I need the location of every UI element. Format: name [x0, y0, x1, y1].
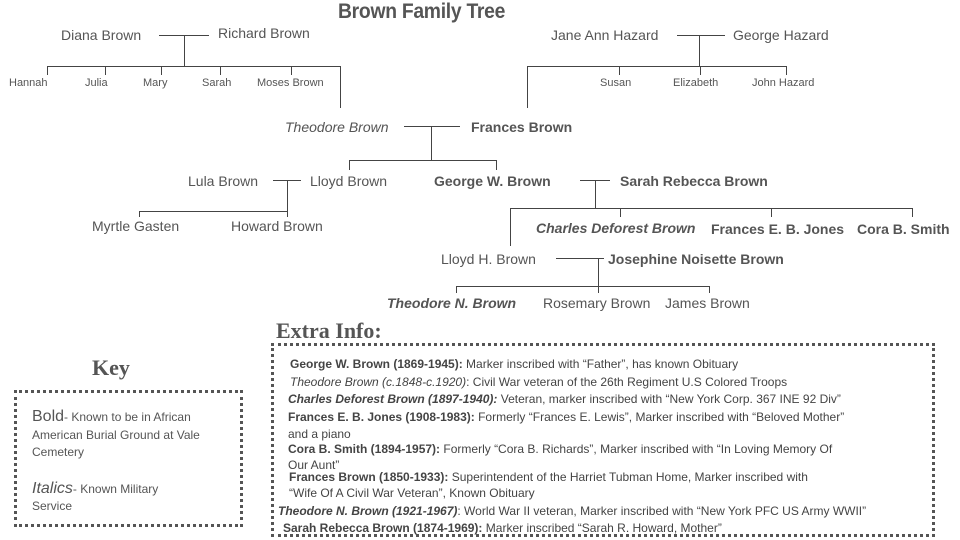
person-howard-brown: Howard Brown: [231, 218, 323, 234]
person-sarah: Sarah: [202, 77, 232, 89]
child-tick: [105, 66, 106, 75]
key-title: Key: [92, 355, 130, 380]
person-frances-brown: Frances Brown: [471, 119, 573, 135]
child-tick: [510, 208, 511, 246]
descent-line: [431, 126, 432, 160]
info-entry: [290, 356, 738, 373]
person-john-hazard: John Hazard: [752, 77, 815, 89]
person-theodore-n-brown: Theodore N. Brown: [387, 295, 517, 311]
child-tick: [620, 208, 621, 217]
key-italic-line: [32, 480, 158, 498]
sibling-bar: [349, 160, 497, 161]
sibling-bar: [47, 66, 341, 67]
child-tick: [349, 160, 350, 170]
info-text: Formerly “Frances E. Lewis”, Marker inscribed with “Beloved Mother”: [474, 410, 845, 424]
info-label: Theodore Brown (c.1848-c.1920): [290, 375, 467, 389]
person-susan: Susan: [600, 77, 632, 89]
info-entry: [288, 409, 844, 426]
sibling-bar: [510, 208, 913, 209]
info-text: Marker inscribed “Sarah R. Howard, Mother”: [482, 521, 722, 535]
couple-line: [404, 126, 460, 127]
child-tick: [161, 66, 162, 75]
person-lloyd-h-brown: Lloyd H. Brown: [441, 251, 536, 267]
person-elizabeth: Elizabeth: [673, 77, 719, 89]
child-tick: [771, 208, 772, 217]
sibling-bar: [527, 66, 787, 67]
child-tick: [456, 286, 457, 293]
person-mary: Mary: [143, 77, 168, 89]
child-tick: [139, 211, 140, 217]
info-entry: [289, 469, 808, 486]
info-text: Marker inscribed with “Father”, has known Obituary: [462, 357, 739, 371]
child-tick: [291, 66, 292, 75]
descent-line: [699, 35, 700, 66]
info-text: : World War II veteran, Marker inscribed with “New York PFC US Army WWII”: [457, 504, 867, 518]
person-george-w-brown: George W. Brown: [434, 173, 551, 189]
person-lloyd-brown: Lloyd Brown: [310, 173, 388, 189]
key-italic-text: - Known Military: [72, 482, 159, 496]
couple-line: [677, 35, 725, 36]
person-hannah: Hannah: [9, 77, 48, 89]
person-myrtle-gasten: Myrtle Gasten: [92, 218, 180, 234]
info-label: Frances E. B. Jones (1908-1983):: [288, 410, 475, 424]
info-text: Veteran, marker inscribed with “New York Corp. 367 INE 92 Div”: [497, 392, 841, 406]
key-bold-label: Bold: [32, 408, 65, 425]
person-josephine-noisette-brown: Josephine Noisette Brown: [608, 251, 784, 267]
info-label: Frances Brown (1850-1933):: [289, 470, 449, 484]
child-tick: [220, 66, 221, 75]
info-label: George W. Brown (1869-1945):: [290, 357, 463, 371]
info-label: Sarah Rebecca Brown (1874-1969):: [283, 521, 483, 535]
key-italic-label: Italics: [32, 480, 73, 497]
child-tick: [700, 66, 701, 75]
sibling-bar: [139, 211, 288, 212]
person-jane-ann-hazard: Jane Ann Hazard: [551, 27, 659, 43]
child-tick: [527, 66, 528, 108]
key-bold-line: [32, 408, 191, 426]
sibling-bar: [456, 286, 710, 287]
info-entry: [278, 503, 866, 520]
info-text: Formerly “Cora B. Richards”, Marker inscribed with “In Loving Memory Of: [440, 442, 833, 456]
info-label: Cora B. Smith (1894-1957):: [288, 442, 441, 456]
person-cora-b-smith: Cora B. Smith: [857, 221, 950, 237]
key-bold-text-3: Cemetery: [32, 445, 85, 459]
person-george-hazard: George Hazard: [733, 27, 829, 43]
child-tick: [709, 286, 710, 293]
info-entry-continued: and a piano: [288, 427, 351, 441]
child-tick: [619, 66, 620, 75]
info-label: Charles Deforest Brown (1897-1940):: [288, 392, 498, 406]
child-tick: [47, 66, 48, 75]
child-tick: [786, 66, 787, 75]
child-tick: [287, 211, 288, 217]
descent-line: [184, 35, 185, 66]
key-bold-text: - Known to be in African: [64, 410, 191, 424]
info-text: : Civil War veteran of the 26th Regiment U.S Colored Troops: [466, 375, 788, 389]
descent-line: [287, 180, 288, 211]
person-rosemary-brown: Rosemary Brown: [543, 295, 651, 311]
info-label: Theodore N. Brown (1921-1967): [278, 504, 458, 518]
info-text: Superintendent of the Harriet Tubman Home, Marker inscribed with: [448, 470, 808, 484]
child-tick: [598, 286, 599, 293]
person-sarah-rebecca-brown: Sarah Rebecca Brown: [620, 173, 768, 189]
person-frances-e-b-jones: Frances E. B. Jones: [711, 221, 845, 237]
person-theodore-brown: Theodore Brown: [285, 119, 389, 135]
descent-line: [598, 258, 599, 286]
info-entry: [283, 520, 722, 537]
info-entry: [288, 391, 841, 408]
extra-info-title: Extra Info:: [276, 318, 382, 343]
key-italic-text-2: Service: [32, 499, 73, 513]
child-tick: [912, 208, 913, 217]
couple-line: [556, 258, 604, 259]
person-charles-deforest-brown: Charles Deforest Brown: [536, 220, 696, 236]
person-james-brown: James Brown: [665, 295, 750, 311]
info-entry-continued: Our Aunt”: [288, 458, 340, 472]
person-moses-brown: Moses Brown: [257, 77, 324, 89]
person-lula-brown: Lula Brown: [188, 173, 259, 189]
key-bold-text-2: American Burial Ground at Vale: [32, 428, 200, 442]
info-entry: [288, 441, 832, 458]
info-entry-continued: “Wife Of A Civil War Veteran”, Known Obituary: [289, 486, 535, 500]
child-tick: [340, 66, 341, 108]
person-diana-brown: Diana Brown: [61, 27, 142, 43]
child-tick: [496, 160, 497, 170]
person-julia: Julia: [85, 77, 108, 89]
person-richard-brown: Richard Brown: [218, 25, 310, 41]
page-title: Brown Family Tree: [338, 0, 506, 23]
info-entry: [290, 374, 787, 391]
descent-line: [595, 180, 596, 208]
